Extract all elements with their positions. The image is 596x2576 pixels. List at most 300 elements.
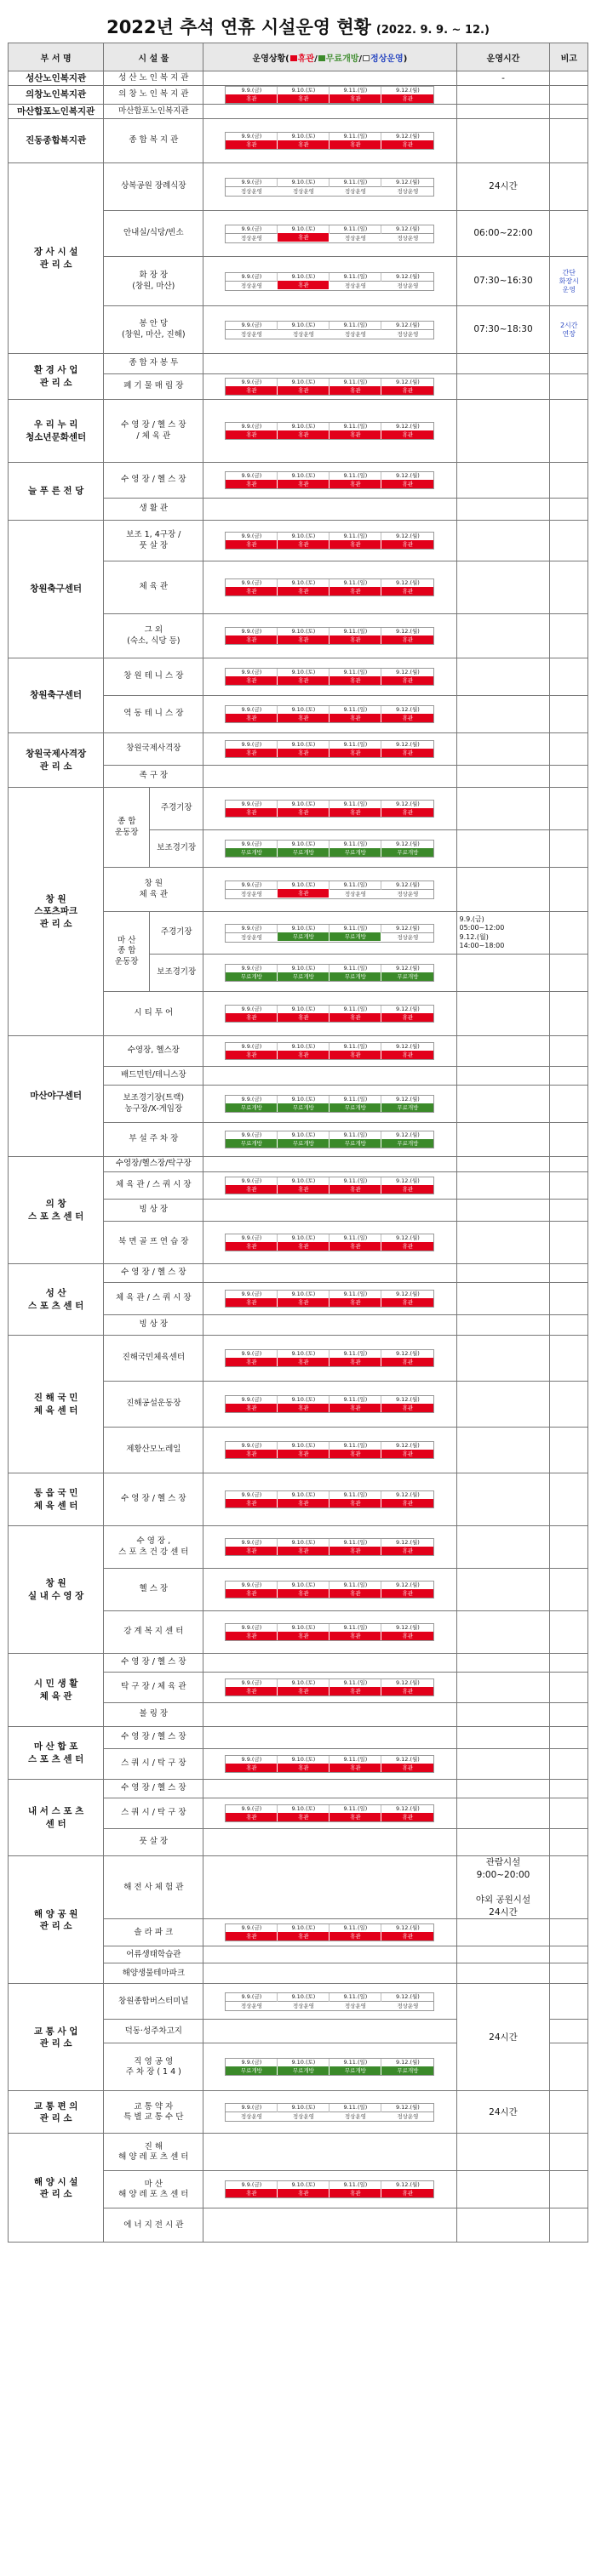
facility-name: 종 합 자 봉 투	[104, 354, 203, 374]
schedule-date: 9.11.(일)	[330, 579, 381, 587]
schedule-date: 9.9.(금)	[226, 1491, 278, 1499]
schedule-grid	[225, 1349, 434, 1367]
facility-name: 주경기장	[150, 788, 203, 830]
schedule-status: 휴관	[226, 1298, 278, 1307]
facility-name: 스 쿼 시 / 탁 구 장	[104, 1798, 203, 1829]
status-cell	[203, 86, 456, 105]
schedule-date: 9.10.(토)	[278, 1993, 330, 2001]
facility-name: 에 너 지 전 시 관	[104, 2208, 203, 2243]
schedule-status: 휴관	[381, 1298, 433, 1307]
schedule-date: 9.9.(금)	[226, 706, 278, 714]
status-cell	[203, 1283, 456, 1315]
status-cell	[203, 766, 456, 788]
hours-cell	[456, 868, 550, 912]
status-cell	[203, 733, 456, 766]
schedule-date: 9.12.(월)	[395, 801, 420, 807]
schedule-date: 9.11.(일)	[330, 1442, 381, 1450]
status-cell	[203, 2134, 456, 2171]
schedule-status: 휴관	[381, 1404, 433, 1412]
dept-name: 진동종합복지관	[9, 119, 104, 163]
hours-cell	[456, 105, 550, 119]
schedule-status: 무료개방	[226, 2066, 278, 2075]
schedule-status: 휴관	[330, 1450, 381, 1458]
note-cell	[550, 2043, 588, 2091]
schedule-date: 9.12.(월)	[395, 321, 420, 328]
schedule-status: 휴관	[381, 430, 433, 439]
schedule-date: 9.11.(일)	[330, 1043, 381, 1051]
schedule-date: 9.9.(금)	[226, 423, 278, 430]
facility-name: 화 장 장 (창원, 마산)	[104, 257, 203, 306]
hours-cell	[456, 1749, 550, 1780]
facility-name: 빙 상 장	[104, 1200, 203, 1222]
hours-cell: 24시간	[456, 1984, 550, 2091]
schedule-status: 휴관	[278, 480, 330, 488]
status-cell	[203, 1428, 456, 1473]
schedule-date: 9.11.(일)	[330, 322, 381, 329]
status-cell	[203, 1526, 456, 1569]
hours-cell	[456, 2171, 550, 2208]
schedule-date: 9.9.(금)	[226, 2104, 278, 2112]
status-cell	[203, 1963, 456, 1984]
schedule-status: 휴관	[381, 635, 433, 644]
schedule-status: 정상운영	[330, 233, 381, 242]
schedule-date: 9.9.(금)	[226, 925, 278, 932]
schedule-status: 정상운영	[226, 281, 278, 290]
status-cell	[203, 1919, 456, 1946]
schedule-status: 휴관	[278, 430, 330, 439]
table-row	[9, 1856, 588, 1919]
schedule-status: 정상운영	[330, 2112, 381, 2121]
schedule-date: 9.10.(토)	[278, 1491, 330, 1499]
dept-name: 교 통 사 업 관 리 소	[9, 1984, 104, 2091]
schedule-date: 9.9.(금)	[226, 1805, 278, 1813]
schedule-date: 9.9.(금)	[226, 1177, 278, 1185]
schedule-date: 9.9.(금)	[226, 881, 278, 889]
schedule-grid	[225, 578, 434, 596]
schedule-status: 무료개방	[226, 1103, 278, 1112]
schedule-status: 휴관	[381, 1687, 433, 1695]
dept-name: 진 해 국 민 체 육 센 터	[9, 1336, 104, 1473]
status-cell	[203, 1123, 456, 1157]
legend-free-swatch	[318, 55, 325, 61]
hours-cell	[456, 1382, 550, 1428]
facility-name: 풋 살 장	[104, 1829, 203, 1856]
hours-cell	[456, 1086, 550, 1123]
schedule-status: 휴관	[330, 1185, 381, 1194]
schedule-status: 휴관	[226, 1185, 278, 1194]
schedule-status: 휴관	[381, 808, 433, 817]
schedule-status: 휴관	[226, 808, 278, 817]
schedule-status: 정상운영	[381, 889, 433, 898]
schedule-status: 정상운영	[226, 932, 278, 942]
schedule-grid	[225, 964, 434, 982]
schedule-date: 9.12.(월)	[395, 178, 420, 185]
schedule-status: 휴관	[330, 1547, 381, 1555]
dept-name: 내 서 스 포 츠 센 터	[9, 1780, 104, 1856]
status-cell	[203, 2020, 456, 2043]
schedule-status: 정상운영	[226, 186, 278, 196]
schedule-status: 무료개방	[226, 848, 278, 857]
status-cell	[203, 2043, 456, 2091]
schedule-grid	[225, 471, 434, 489]
schedule-date: 9.12.(월)	[395, 423, 420, 430]
schedule-grid	[225, 627, 434, 645]
note-cell	[550, 400, 588, 463]
schedule-status: 휴관	[226, 94, 278, 103]
facility-name: 족 구 장	[104, 766, 203, 788]
hours-cell	[456, 1172, 550, 1200]
schedule-date: 9.9.(금)	[226, 1539, 278, 1547]
schedule-date: 9.11.(일)	[330, 925, 381, 932]
note-cell	[550, 86, 588, 105]
note-cell	[550, 1283, 588, 1315]
schedule-status: 휴관	[330, 540, 381, 549]
schedule-date: 9.11.(일)	[330, 1350, 381, 1358]
schedule-date: 9.10.(토)	[278, 579, 330, 587]
schedule-date: 9.11.(일)	[330, 1131, 381, 1139]
schedule-status: 휴관	[330, 2189, 381, 2197]
schedule-date: 9.10.(토)	[278, 1096, 330, 1103]
table-row	[9, 105, 588, 119]
schedule-date: 9.12.(월)	[395, 881, 420, 888]
table-row	[9, 1336, 588, 1382]
schedule-status: 휴관	[278, 540, 330, 549]
schedule-date: 9.10.(토)	[278, 1350, 330, 1358]
table-row	[9, 733, 588, 766]
facility-name: 수 영 장 / 헬 스 장	[104, 1264, 203, 1283]
facility-name: 솔 라 파 크	[104, 1919, 203, 1946]
facility-name: 수 영 장 / 헬 스 장	[104, 1654, 203, 1673]
schedule-date: 9.9.(금)	[226, 87, 278, 94]
schedule-status: 정상운영	[226, 889, 278, 898]
schedule-status: 휴관	[381, 1051, 433, 1059]
schedule-date: 9.12.(월)	[395, 225, 420, 232]
schedule-status: 휴관	[381, 1499, 433, 1507]
schedule-date: 9.12.(월)	[395, 924, 420, 932]
dept-name: 성 산 스 포 츠 센 터	[9, 1264, 104, 1336]
schedule-date: 9.12.(월)	[395, 2059, 420, 2066]
schedule-date: 9.12.(월)	[395, 2103, 420, 2111]
status-cell	[203, 1382, 456, 1428]
table-row	[9, 2134, 588, 2171]
note-cell	[550, 1336, 588, 1382]
note-cell	[550, 2020, 588, 2043]
schedule-date: 9.11.(일)	[330, 533, 381, 540]
note-cell	[550, 766, 588, 788]
schedule-date: 9.12.(월)	[395, 1624, 420, 1631]
note-cell	[550, 614, 588, 658]
facility-name: 안내실/식당/빈소	[104, 211, 203, 257]
table-row	[9, 400, 588, 463]
hours-cell	[456, 1157, 550, 1172]
schedule-date: 9.11.(일)	[330, 1756, 381, 1764]
note-cell	[550, 2134, 588, 2171]
status-cell	[203, 1336, 456, 1382]
schedule-status: 휴관	[226, 635, 278, 644]
schedule-date: 9.9.(금)	[226, 2059, 278, 2066]
schedule-status: 휴관	[226, 1404, 278, 1412]
dept-name: 창원국제사격장 관 리 소	[9, 733, 104, 788]
status-prefix: 운영상황(	[252, 54, 289, 64]
schedule-grid	[225, 924, 434, 943]
schedule-date: 9.12.(월)	[395, 1350, 420, 1357]
schedule-date: 9.11.(일)	[330, 1993, 381, 2001]
schedule-status: 정상운영	[226, 329, 278, 339]
header-dept: 부 서 명	[9, 43, 104, 71]
schedule-grid	[225, 740, 434, 758]
hours-cell	[456, 1611, 550, 1654]
schedule-status: 휴관	[381, 587, 433, 596]
schedule-date: 9.9.(금)	[226, 1350, 278, 1358]
schedule-date: 9.12.(월)	[395, 87, 420, 94]
schedule-date: 9.10.(토)	[278, 379, 330, 386]
schedule-status: 무료개방	[226, 972, 278, 981]
schedule-status: 휴관	[381, 1013, 433, 1022]
table-row	[9, 119, 588, 163]
note-cell	[550, 1727, 588, 1749]
facility-name: 창원종합버스터미널	[104, 1984, 203, 2020]
schedule-date: 9.9.(금)	[226, 533, 278, 540]
schedule-status: 휴관	[226, 1242, 278, 1251]
schedule-date: 9.12.(월)	[395, 1805, 420, 1812]
schedule-date: 9.12.(월)	[395, 533, 420, 539]
note-cell	[550, 1264, 588, 1283]
schedule-status: 무료개방	[330, 932, 381, 941]
schedule-status: 정상운영	[330, 186, 381, 196]
schedule-grid	[225, 422, 434, 440]
hours-cell: 07:30~16:30	[456, 257, 550, 306]
table-row	[9, 71, 588, 86]
schedule-date: 9.10.(토)	[278, 628, 330, 635]
status-cell	[203, 163, 456, 211]
schedule-status: 휴관	[381, 540, 433, 549]
schedule-status: 휴관	[278, 386, 330, 395]
schedule-date: 9.10.(토)	[278, 965, 330, 972]
schedule-date: 9.11.(일)	[330, 1234, 381, 1242]
schedule-status: 휴관	[226, 749, 278, 757]
schedule-status: 휴관	[330, 676, 381, 685]
schedule-status: 휴관	[330, 714, 381, 722]
facility-subgroup: 마 산 종 합 운동장	[104, 912, 150, 992]
schedule-status: 무료개방	[278, 2066, 330, 2075]
schedule-status: 무료개방	[278, 848, 330, 857]
schedule-date: 9.12.(월)	[395, 1582, 420, 1588]
schedule-status: 무료개방	[330, 848, 381, 857]
hours-cell	[456, 1703, 550, 1727]
table-row	[9, 463, 588, 499]
schedule-date: 9.11.(일)	[330, 273, 381, 281]
note-cell	[550, 1749, 588, 1780]
status-cell	[203, 1611, 456, 1654]
hours-cell	[456, 1336, 550, 1382]
legend-closed: 휴관	[297, 54, 315, 64]
facility-name: 스 쿼 시 / 탁 구 장	[104, 1749, 203, 1780]
schedule-grid	[225, 1131, 434, 1148]
note-cell	[550, 1963, 588, 1984]
schedule-status: 정상운영	[381, 281, 433, 290]
schedule-date: 9.9.(금)	[226, 628, 278, 635]
schedule-date: 9.10.(토)	[278, 801, 330, 808]
schedule-date: 9.12.(월)	[395, 1396, 420, 1403]
schedule-status: 휴관	[278, 635, 330, 644]
facility-name: 덕동·성주차고지	[104, 2020, 203, 2043]
note-cell	[550, 1526, 588, 1569]
schedule-date: 9.11.(일)	[330, 628, 381, 635]
status-cell	[203, 830, 456, 868]
schedule-date: 9.9.(금)	[226, 225, 278, 233]
dept-name: 교 통 편 의 관 리 소	[9, 2091, 104, 2134]
schedule-date: 9.9.(금)	[226, 322, 278, 329]
schedule-date: 9.10.(토)	[278, 1177, 330, 1185]
schedule-grid	[225, 1923, 434, 1941]
schedule-status: 무료개방	[278, 1139, 330, 1148]
note-cell	[550, 955, 588, 992]
schedule-grid	[225, 1042, 434, 1060]
note-cell	[550, 1829, 588, 1856]
note-cell	[550, 1654, 588, 1673]
note-cell	[550, 658, 588, 696]
schedule-status: 휴관	[330, 94, 381, 103]
schedule-status: 휴관	[278, 94, 330, 103]
status-cell	[203, 1222, 456, 1264]
schedule-status: 휴관	[381, 1450, 433, 1458]
schedule-date: 9.10.(토)	[278, 423, 330, 430]
schedule-grid	[225, 2180, 434, 2198]
schedule-status: 휴관	[278, 1298, 330, 1307]
schedule-date: 9.11.(일)	[330, 2181, 381, 2189]
schedule-date: 9.11.(일)	[330, 706, 381, 714]
note-cell	[550, 1856, 588, 1919]
facility-name: 보조경기장(트랙) 농구장/X-게임장	[104, 1086, 203, 1123]
dept-name: 마 산 합 포 스 포 츠 센 터	[9, 1727, 104, 1780]
hours-cell	[456, 1654, 550, 1673]
schedule-status: 휴관	[278, 1185, 330, 1194]
schedule-status: 정상운영	[226, 233, 278, 242]
page-period: (2022. 9. 9. ~ 12.)	[375, 24, 490, 37]
status-cell	[203, 1856, 456, 1919]
hours-cell: 07:30~18:30	[456, 306, 550, 354]
schedule-date: 9.11.(일)	[330, 2104, 381, 2112]
schedule-date: 9.10.(토)	[278, 1805, 330, 1813]
facility-name: 수영장, 헬스장	[104, 1036, 203, 1067]
schedule-status: 휴관	[278, 1547, 330, 1555]
schedule-status: 정상운영	[278, 186, 330, 196]
hours-cell	[456, 992, 550, 1036]
schedule-status: 휴관	[278, 140, 330, 149]
hours-cell	[456, 1963, 550, 1984]
schedule-grid	[225, 532, 434, 550]
note-cell	[550, 868, 588, 912]
schedule-status: 휴관	[278, 1764, 330, 1772]
schedule-date: 9.11.(일)	[330, 1096, 381, 1103]
schedule-status: 정상운영	[381, 329, 433, 339]
status-cell	[203, 2208, 456, 2243]
schedule-status: 휴관	[226, 1687, 278, 1695]
schedule-grid	[225, 1623, 434, 1641]
dept-name: 시 민 생 활 체 육 관	[9, 1654, 104, 1727]
status-cell	[203, 1264, 456, 1283]
schedule-date: 9.11.(일)	[330, 1177, 381, 1185]
facility-name: 체 육 관 / 스 쿼 시 장	[104, 1172, 203, 1200]
schedule-date: 9.9.(금)	[226, 273, 278, 281]
schedule-status: 정상운영	[330, 889, 381, 898]
schedule-date: 9.10.(토)	[278, 1006, 330, 1013]
schedule-date: 9.11.(일)	[330, 1291, 381, 1298]
schedule-date: 9.11.(일)	[330, 881, 381, 889]
status-cell	[203, 614, 456, 658]
facility-name: 의 창 노 인 복 지 관	[104, 86, 203, 105]
schedule-status: 정상운영	[381, 233, 433, 242]
header-row	[9, 43, 588, 71]
status-cell	[203, 955, 456, 992]
hours-cell: 24시간	[456, 163, 550, 211]
schedule-status: 휴관	[278, 808, 330, 817]
facility-name: 마산합포노인복지관	[104, 105, 203, 119]
schedule-status: 휴관	[330, 1687, 381, 1695]
schedule-date: 9.10.(토)	[278, 2181, 330, 2189]
schedule-date: 9.9.(금)	[226, 1993, 278, 2001]
note-cell	[550, 105, 588, 119]
hours-cell	[456, 1036, 550, 1067]
schedule-status: 무료개방	[330, 972, 381, 981]
note-cell	[550, 992, 588, 1036]
schedule-status: 휴관	[278, 233, 330, 242]
facility-name: 북 면 골 프 연 습 장	[104, 1222, 203, 1264]
facility-name: 볼 링 장	[104, 1703, 203, 1727]
schedule-status: 휴관	[330, 808, 381, 817]
schedule-date: 9.12.(월)	[395, 133, 420, 140]
facility-name: 생 활 관	[104, 499, 203, 521]
schedule-grid	[225, 800, 434, 818]
status-cell	[203, 1946, 456, 1963]
schedule-status: 정상운영	[330, 329, 381, 339]
note-cell	[550, 696, 588, 733]
dept-name: 해 양 공 원 관 리 소	[9, 1856, 104, 1984]
facility-name: 폐 기 물 매 립 장	[104, 374, 203, 400]
note-cell	[550, 1611, 588, 1654]
schedule-date: 9.12.(월)	[395, 741, 420, 748]
schedule-date: 9.10.(토)	[278, 225, 330, 233]
schedule-status: 휴관	[278, 1932, 330, 1941]
hours-cell: 24시간	[456, 2091, 550, 2134]
facility-name: 해 전 사 체 험 관	[104, 1856, 203, 1919]
legend-closed-swatch	[290, 55, 297, 61]
schedule-date: 9.10.(토)	[278, 87, 330, 94]
facility-name: 부 설 주 차 장	[104, 1123, 203, 1157]
status-cell	[203, 1703, 456, 1727]
schedule-grid	[225, 1290, 434, 1308]
hours-cell	[456, 354, 550, 374]
status-cell	[203, 354, 456, 374]
schedule-status: 휴관	[278, 587, 330, 596]
status-cell	[203, 1780, 456, 1798]
schedule-status: 휴관	[278, 1450, 330, 1458]
schedule-grid	[225, 1490, 434, 1508]
facility-name: 수 영 장 , 스 포 츠 건 강 센 터	[104, 1526, 203, 1569]
note-cell	[550, 788, 588, 830]
schedule-date: 9.11.(일)	[330, 2059, 381, 2066]
schedule-status: 휴관	[278, 1242, 330, 1251]
table-row	[9, 1473, 588, 1526]
schedule-date: 9.11.(일)	[330, 1805, 381, 1813]
schedule-date: 9.10.(토)	[278, 1624, 330, 1632]
schedule-status: 휴관	[381, 1589, 433, 1598]
schedule-grid	[225, 86, 434, 104]
schedule-grid	[225, 1441, 434, 1459]
hours-cell	[456, 1829, 550, 1856]
schedule-date: 9.12.(월)	[395, 1924, 420, 1932]
schedule-status: 휴관	[226, 1450, 278, 1458]
